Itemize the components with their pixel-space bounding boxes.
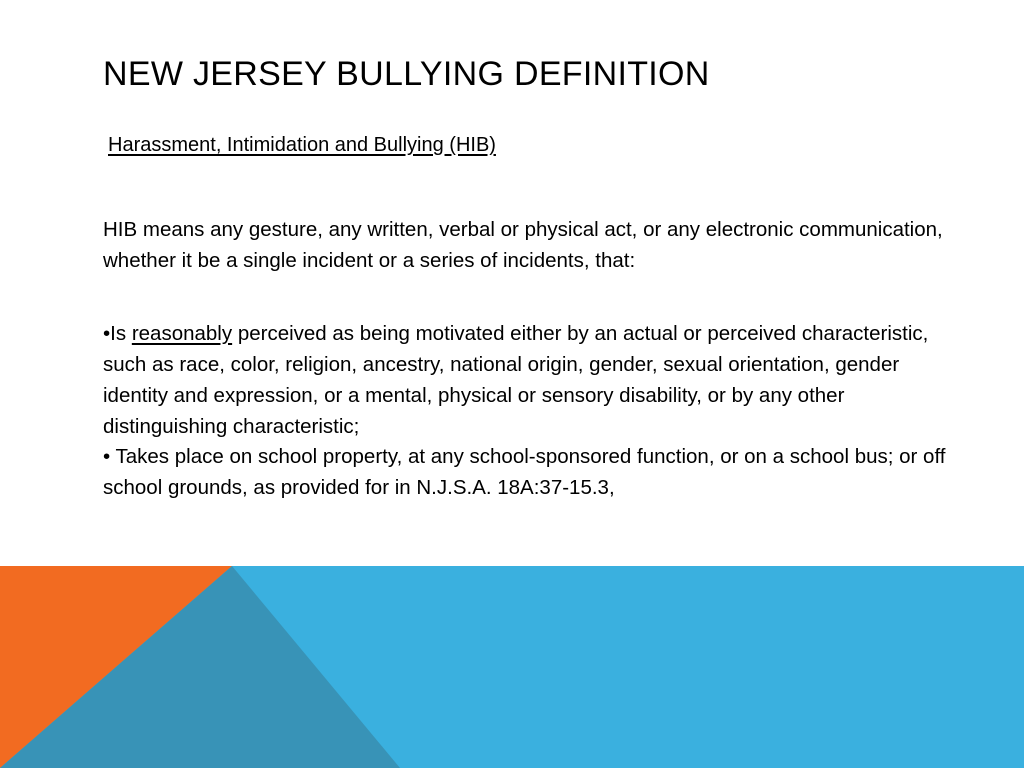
intro-paragraph: HIB means any gesture, any written, verbal or physical act, or any electronic communication, whether it be a single incident or a series of incidents, that:	[103, 218, 943, 272]
slide-subtitle: Harassment, Intimidation and Bullying (HIB)	[108, 134, 496, 156]
slide-title: NEW JERSEY BULLYING DEFINITION	[103, 55, 710, 93]
bullet-text: perceived as being motivated either by an actual or perceived characteristic, such as race, color, religion, ancestry, national origin, gender, sexual orientation, gender identity and expression, or a mental, physical or sensory disability, or by any other distinguishing characteristic;	[103, 322, 929, 438]
decorative-footer-graphic	[0, 566, 1024, 768]
bullet-item: • Takes place on school property, at any school-sponsored function, or on a school bus; or off school grounds, as provided for in N.J.S.A. 18A:37-15.3,	[103, 445, 946, 499]
emphasis-word: reasonably	[131, 322, 233, 345]
bullet-item	[103, 318, 963, 442]
bullet-prefix: •Is	[103, 322, 132, 345]
